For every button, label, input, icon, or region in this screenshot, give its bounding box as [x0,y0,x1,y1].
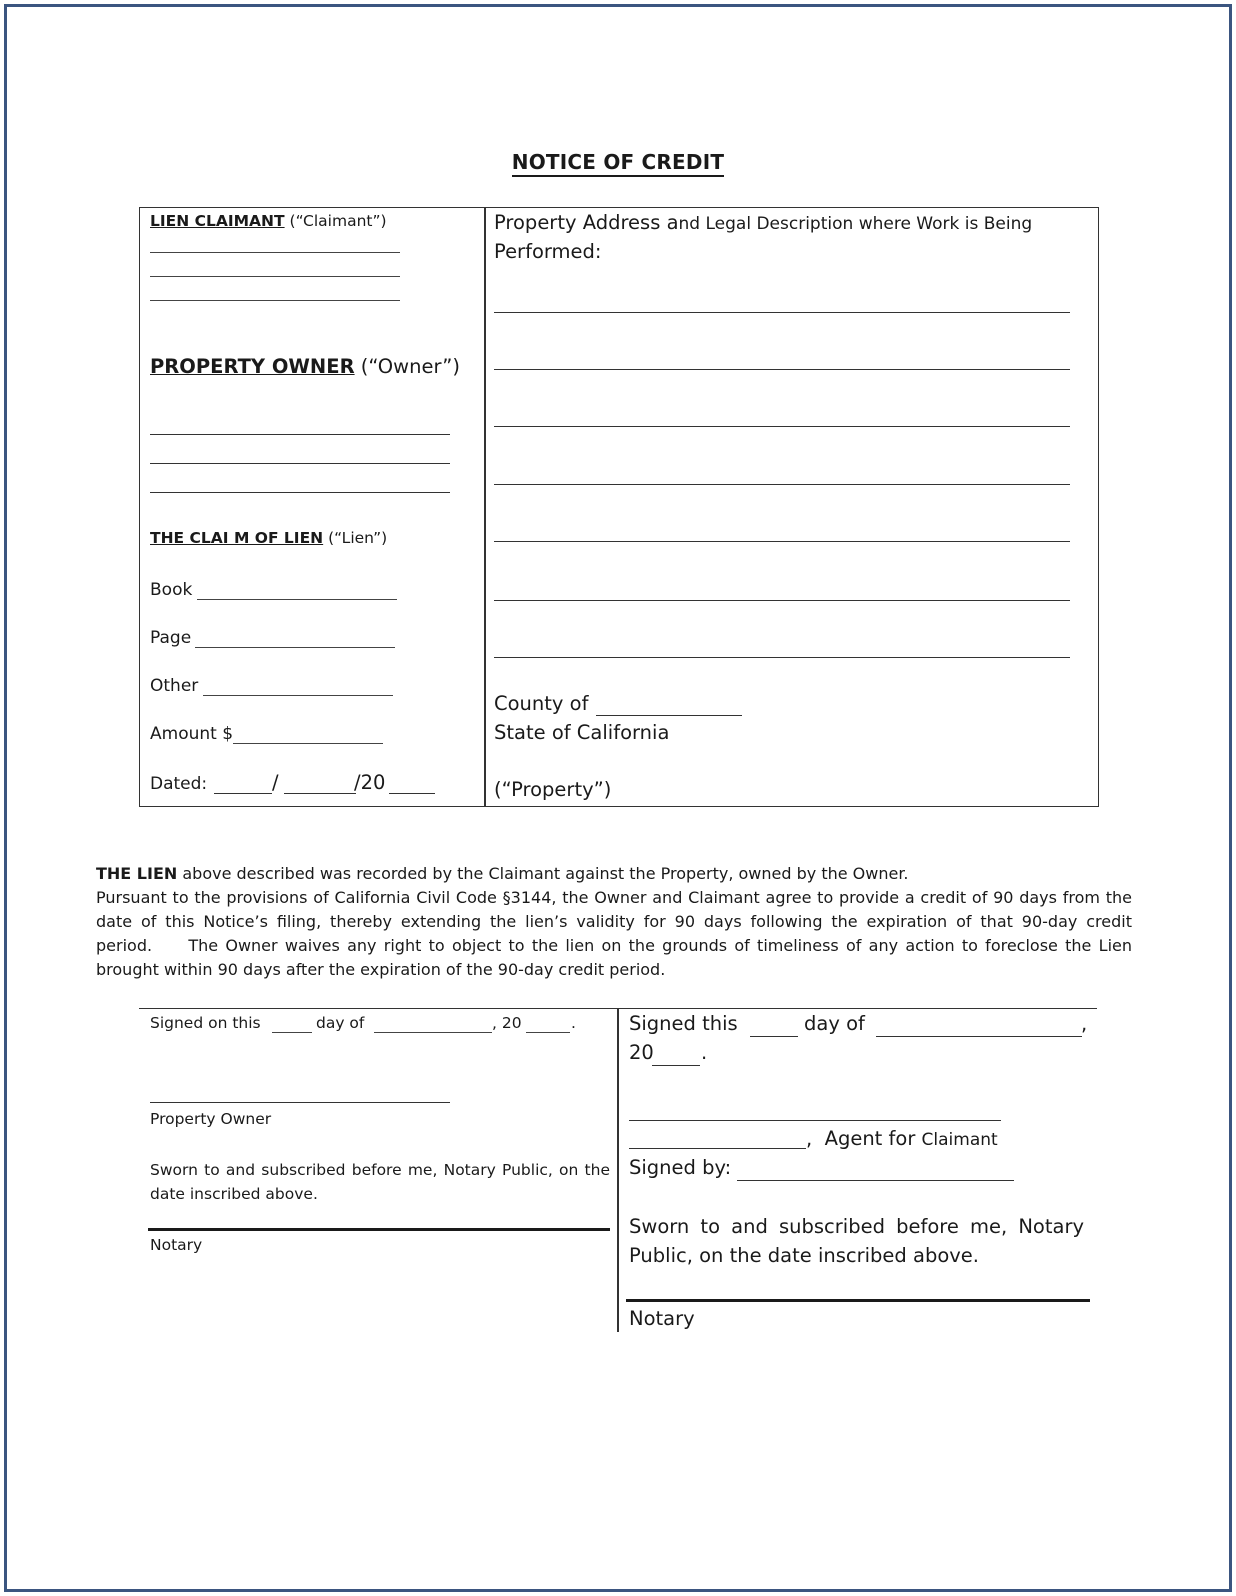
dated-label: Dated: [150,774,208,794]
address-line-1[interactable] [494,312,1070,313]
right-sworn-text: Sworn to and subscribed before me, Notary Public, on the date inscribed above. [629,1215,1084,1267]
claim-of-lien-heading: THE CLAI M OF LIEN (“Lien”) [150,529,388,547]
claimant-line-3[interactable] [150,300,400,301]
signature-divider [617,1008,619,1332]
signed-this-day-line[interactable] [750,1036,798,1037]
page-line[interactable] [195,647,395,648]
address-line-3[interactable] [494,426,1070,427]
owner-line-3[interactable] [150,492,450,493]
body-text: Pursuant to the provisions of California Civil Code §3144, the Owner and Claimant agree to provide a credit of 90 days from the date of this Notice’s filing, thereby extending the lien’s validity for 90 days following the expiration of that 90-day credit period. The Owner waives any right to object to the lien on the grounds of timeliness of any action to foreclose the Lien brought within 90 days after the expiration of the 90-day credit period. [96,888,1132,979]
signed-this-dayof: day of [804,1012,865,1035]
property-owner-label: Property Owner [150,1110,272,1128]
dated-sep-2: /20 [354,771,386,794]
claimant-line-1[interactable] [150,252,400,253]
signed-on-line: Signed on this [150,1014,261,1032]
book-line[interactable] [197,599,397,600]
header-box-divider [484,207,486,807]
amount-field: Amount $ [150,724,234,744]
document-title: NOTICE OF CREDIT [0,150,1236,174]
claimant-line-2[interactable] [150,276,400,277]
header-box [139,207,1099,807]
other-line[interactable] [203,695,393,696]
agent-for-claimant: , Agent for Claimant [806,1127,998,1150]
owner-line-2[interactable] [150,463,450,464]
signed-by-line[interactable] [737,1180,1014,1181]
signed-on-day-line[interactable] [272,1032,312,1033]
property-address-heading: Property Address and Legal Description where Work is Being [494,211,1033,234]
address-line-6[interactable] [494,600,1070,601]
signed-by-label: Signed by: [629,1156,732,1179]
property-owner-signature-line[interactable] [150,1102,450,1103]
property-owner-heading: PROPERTY OWNER (“Owner”) [150,355,461,378]
lien-claimant-heading: LIEN CLAIMANT (“Claimant”) [150,212,387,230]
left-notary-signature-line[interactable] [148,1228,610,1231]
signed-on-year-prefix: , 20 [492,1014,522,1032]
other-field: Other [150,676,199,696]
address-line-7[interactable] [494,657,1070,658]
owner-line-1[interactable] [150,434,450,435]
county-label: County of [494,692,589,715]
agent-name-line[interactable] [629,1148,806,1149]
left-sworn-text: Sworn to and subscribed before me, Notary Public, on the date inscribed above. [150,1161,610,1203]
signed-this-label: Signed this [629,1012,738,1035]
signed-this-period: . [701,1041,708,1064]
signed-this-year-prefix: 20 [629,1041,654,1064]
signed-on-year-line[interactable] [526,1032,570,1033]
property-address-heading-line2: Performed: [494,240,602,263]
address-line-2[interactable] [494,369,1070,370]
county-line[interactable] [596,715,742,716]
signed-this-year-line[interactable] [652,1065,700,1066]
address-line-4[interactable] [494,484,1070,485]
right-notary-label: Notary [629,1307,695,1330]
dated-sep-1: / [272,771,279,794]
signed-on-month-line[interactable] [374,1032,492,1033]
state-label: State of California [494,721,670,744]
dated-year-line[interactable] [389,793,435,794]
claimant-signature-line[interactable] [629,1120,1001,1121]
right-notary-signature-line[interactable] [626,1299,1090,1302]
amount-line[interactable] [233,743,383,744]
body-paragraph [96,862,1132,982]
page-field: Page [150,628,192,648]
signed-on-dayof: day of [316,1014,365,1032]
dated-day-line[interactable] [284,793,356,794]
left-notary-label: Notary [150,1236,203,1254]
book-field: Book [150,580,193,600]
dated-month-line[interactable] [214,793,272,794]
signed-this-month-line[interactable] [876,1036,1082,1037]
signed-on-period: . [571,1014,576,1032]
address-line-5[interactable] [494,541,1070,542]
body-lead: THE LIEN above described was recorded by the Claimant against the Property, owned by the Owner. [96,864,909,883]
property-label: (“Property”) [494,778,612,801]
signed-this-comma: , [1081,1012,1088,1035]
